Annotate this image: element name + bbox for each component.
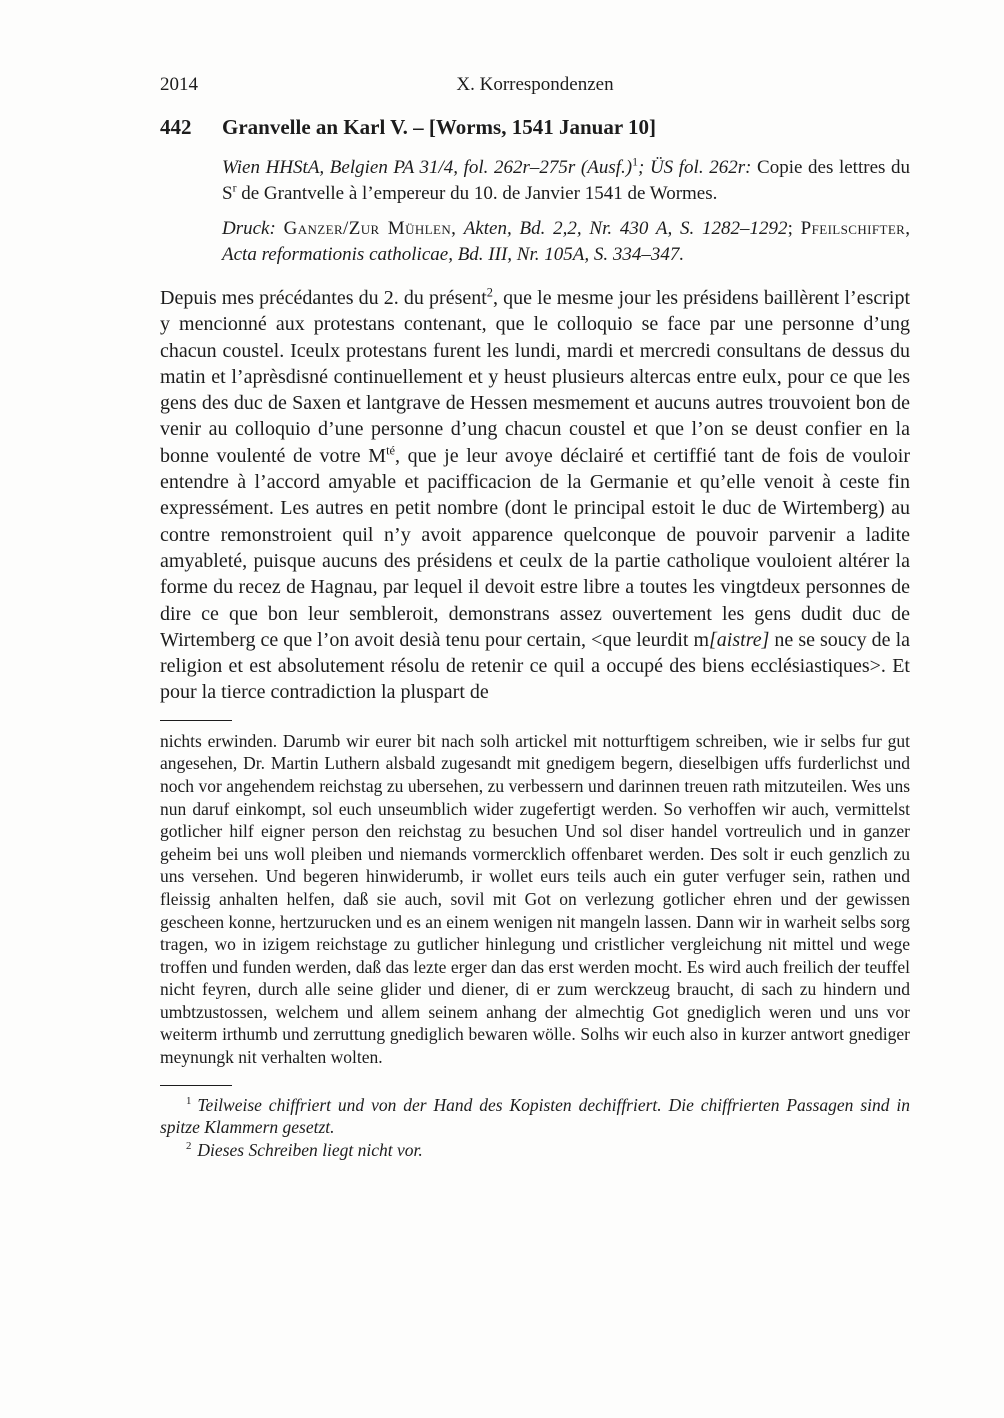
entry-title: Granvelle an Karl V. – [Worms, 1541 Januar 10] (222, 115, 657, 139)
footnote-marker-1: 1 (632, 155, 638, 169)
druck-work-2: Acta reformationis catholicae, Bd. III, Nr. 105A, S. 334–347. (222, 244, 685, 265)
main-text-paragraph (160, 285, 910, 706)
running-header (160, 72, 910, 98)
copy-title-superscript: r (232, 181, 237, 195)
druck-author-1: Ganzer/Zur Mühlen (283, 218, 452, 239)
main-text-italic-insert: [aistre] (709, 628, 770, 651)
continued-footnote-text: nichts erwinden. Darumb wir eurer bit nach solh artickel mit notturftigem schreiben, wie ir selbs fur gut angesehen, Dr. Martin Luthern alsbald zugesandt mit gnedigem begern, dieselbigen uffs furderlichst und noch vor angehendem reichstag zu ubersehen, zu verbessern und darinnen treuen rath mitzuteilen. Wes uns nun daruf einkompt, sol euch unseumblich wider zugefertigt werden. So verhoffen wir auch, vermittelst gotlicher hilf eigner person den reichstag zu besuchen Und sol diser handel vortreulich und in ganzer geheim bei uns woll pleiben und niemands vormercklich offenbaret werden. Des solt ir euch genzlich zu uns versehen. Und begeren hinwiderumb, ir wollet eurs teils auch ein guter verfuger sein, rathen und fleissig anhalten helfen, daß sie auch, sovil mit Got on verlezung gotlicher ehren und der gewissen gescheen konne, hertzurucken und es an einem wenigen nit mangeln lassen. Dann wir in warheit selbs sorg tragen, wo in izigem reichstage zu gutlicher hinlegung und cristlicher vergleichung nit mittel und wege troffen und funden werden, daß das lezte erger dan das erst werden mocht. Es wird auch freilich der teuffel nicht feyren, durch alle seine glider und diener, di er zum werckzeug braucht, di sach zu hindern und umbtzustossen, welchem und allem seinem anhang der almechtig Got gnediglich weren und uns vor weiterm irthumb und zerruttung gnediglich bewaren wölle. Solhs wir euch also in kurzer antwort gnediger meynungk nit verhalten wolten. (160, 730, 911, 1068)
source-paragraph (222, 155, 910, 207)
footnote-separator-rule (160, 1085, 232, 1086)
entry-number: 442 (160, 115, 192, 139)
footnote-1-number: 1 (186, 1094, 192, 1107)
footnote-1-text: Teilweise chiffriert und von der Hand des Kopisten dechiffriert. Die chiffrierten Passagen sind in spitze Klammern gesetzt. (160, 1094, 910, 1138)
running-head-title: X. Korrespondenzen (456, 74, 614, 95)
footnote-1 (160, 1094, 910, 1139)
majesty-superscript: té (386, 443, 396, 458)
entry-heading (160, 113, 910, 141)
druck-separator: ; (787, 218, 801, 239)
druck-comma-1: , (451, 218, 464, 239)
main-text-part1: Depuis mes précédantes du 2. du présent (160, 287, 487, 309)
druck-work-1: Akten, Bd. 2,2, Nr. 430 A, S. 1282–1292 (463, 218, 788, 239)
archive-reference: Wien HHStA, Belgien PA 31/4, fol. 262r–275r (Ausf.) (222, 157, 633, 178)
footnote-2-number: 2 (186, 1140, 192, 1153)
note-separator-rule (160, 720, 232, 721)
main-text-part2: , que le mesme jour les présidens baillèrent l’escript y mencionné aux protestans contenant, que le colloquio se face par une personne d’ung chacun coustel. Iceulx protestans furent les lundi, mardi et mercredi consultans de dessus du matin et l’aprèsdisné continuellement et y heust plusieurs altercas entre eulx, pour ce que les gens des duc de Saxen et lantgrave de Hessen mesmement et aucuns autres trouvoient bon de venir au colloquio d’une personne d’ung chacun coustel et que l’on se deust confier en la bonne voulenté de votre M (160, 287, 911, 467)
copy-title-part1: Copie des lettres du S (222, 157, 911, 204)
archive-reference-continued: ; ÜS fol. 262r: (638, 157, 752, 178)
main-text-part4: ne se soucy de la religion et est absolutement résolu de retenir ce quil a occupé des biens ecclésiastiques>. Et pour la tierce contradiction la pluspart de (160, 628, 911, 704)
druck-comma-2: , (905, 218, 910, 239)
text-block (160, 72, 910, 1161)
footnote-2 (160, 1139, 910, 1162)
footnote-marker-2: 2 (486, 285, 493, 300)
copy-title-part2: de Grantvelle à l’empereur du 10. de Janvier 1541 de Wormes. (236, 183, 718, 204)
druck-label: Druck: (222, 218, 284, 239)
page-number: 2014 (160, 74, 198, 95)
main-text-part3: , que je leur avoye déclairé et certiffié tant de fois de vouloir entendre à l’accord amyable et pacifficacion de la Germanie et qu’elle venoit à ceste fin expressément. Les autres en petit nombre (dont le principal estoit le duc de Wirtemberg) au contre remonstroient quil n’y avoit apparence quelconque de pouvoir parvenir a ladite amyableté, puisque aucuns des présidens et ceulx de la partie catholique vouloient altérer la forme du recez de Hagnau, par lequel il devoit estre libre a toutes les vingtdeux personnes de dire ce que bon leur sembleroit, demonstrans assez ouvertement les gens dudit duc de Wirtemberg ce que l’on avoit desià tenu pour certain, <que leurdit m (160, 444, 911, 651)
druck-paragraph (222, 216, 910, 268)
druck-author-2: Pfeilschifter (800, 218, 906, 239)
footnote-2-text: Dieses Schreiben liegt nicht vor. (197, 1139, 423, 1160)
